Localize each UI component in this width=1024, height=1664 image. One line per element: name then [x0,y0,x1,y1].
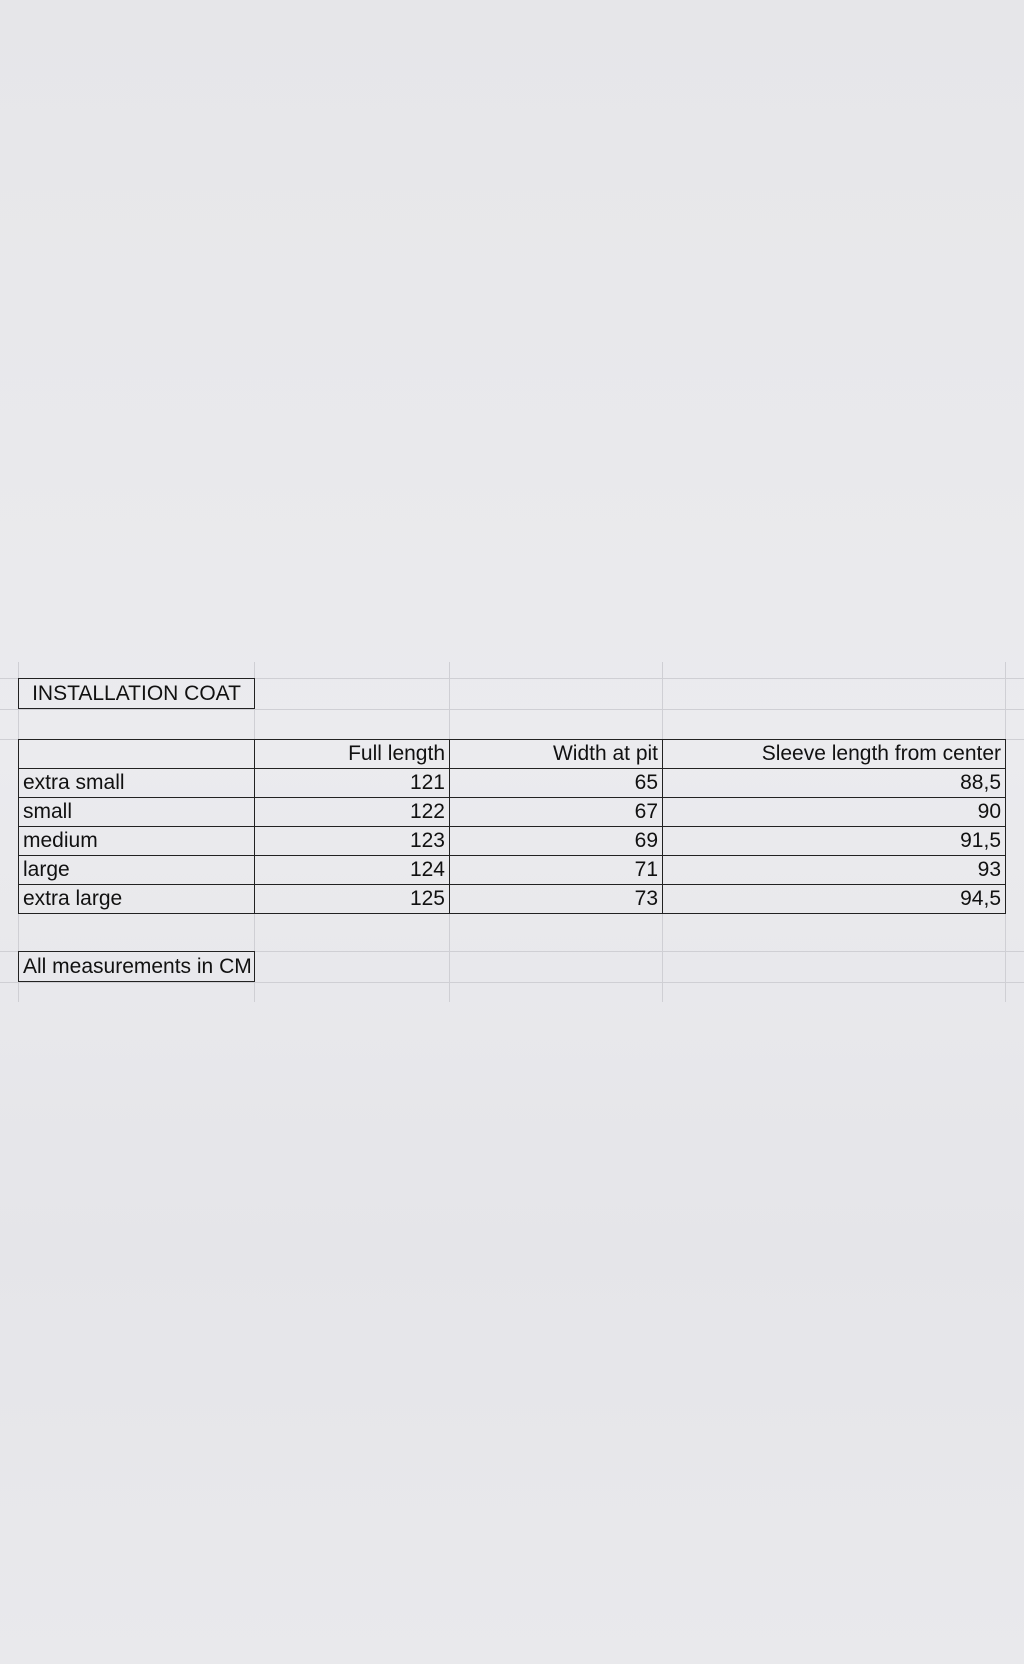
size-label[interactable]: medium [19,827,255,856]
header-cell-empty[interactable] [19,740,255,769]
width-at-pit-value[interactable]: 69 [450,827,663,856]
size-label[interactable]: small [19,798,255,827]
sleeve-length-value[interactable]: 90 [663,798,1006,827]
table-row [19,769,1006,798]
width-at-pit-value[interactable]: 73 [450,885,663,914]
gridline [0,982,1024,983]
width-at-pit-value[interactable]: 67 [450,798,663,827]
size-chart-table [18,739,1006,914]
table-row [19,798,1006,827]
table-header-row [19,740,1006,769]
table-row [19,885,1006,914]
header-full-length[interactable]: Full length [255,740,450,769]
width-at-pit-value[interactable]: 71 [450,856,663,885]
size-label[interactable]: large [19,856,255,885]
gridline [0,709,1024,710]
sleeve-length-value[interactable]: 91,5 [663,827,1006,856]
size-label[interactable]: extra large [19,885,255,914]
table-row [19,827,1006,856]
full-length-value[interactable]: 122 [255,798,450,827]
table-row [19,856,1006,885]
sleeve-length-value[interactable]: 94,5 [663,885,1006,914]
sleeve-length-value[interactable]: 93 [663,856,1006,885]
header-sleeve-length[interactable]: Sleeve length from center [663,740,1006,769]
full-length-value[interactable]: 125 [255,885,450,914]
measurement-unit-note[interactable]: All measurements in CM [18,951,255,982]
full-length-value[interactable]: 123 [255,827,450,856]
page-title[interactable]: INSTALLATION COAT [18,678,255,709]
width-at-pit-value[interactable]: 65 [450,769,663,798]
sleeve-length-value[interactable]: 88,5 [663,769,1006,798]
full-length-value[interactable]: 124 [255,856,450,885]
full-length-value[interactable]: 121 [255,769,450,798]
size-label[interactable]: extra small [19,769,255,798]
header-width-at-pit[interactable]: Width at pit [450,740,663,769]
